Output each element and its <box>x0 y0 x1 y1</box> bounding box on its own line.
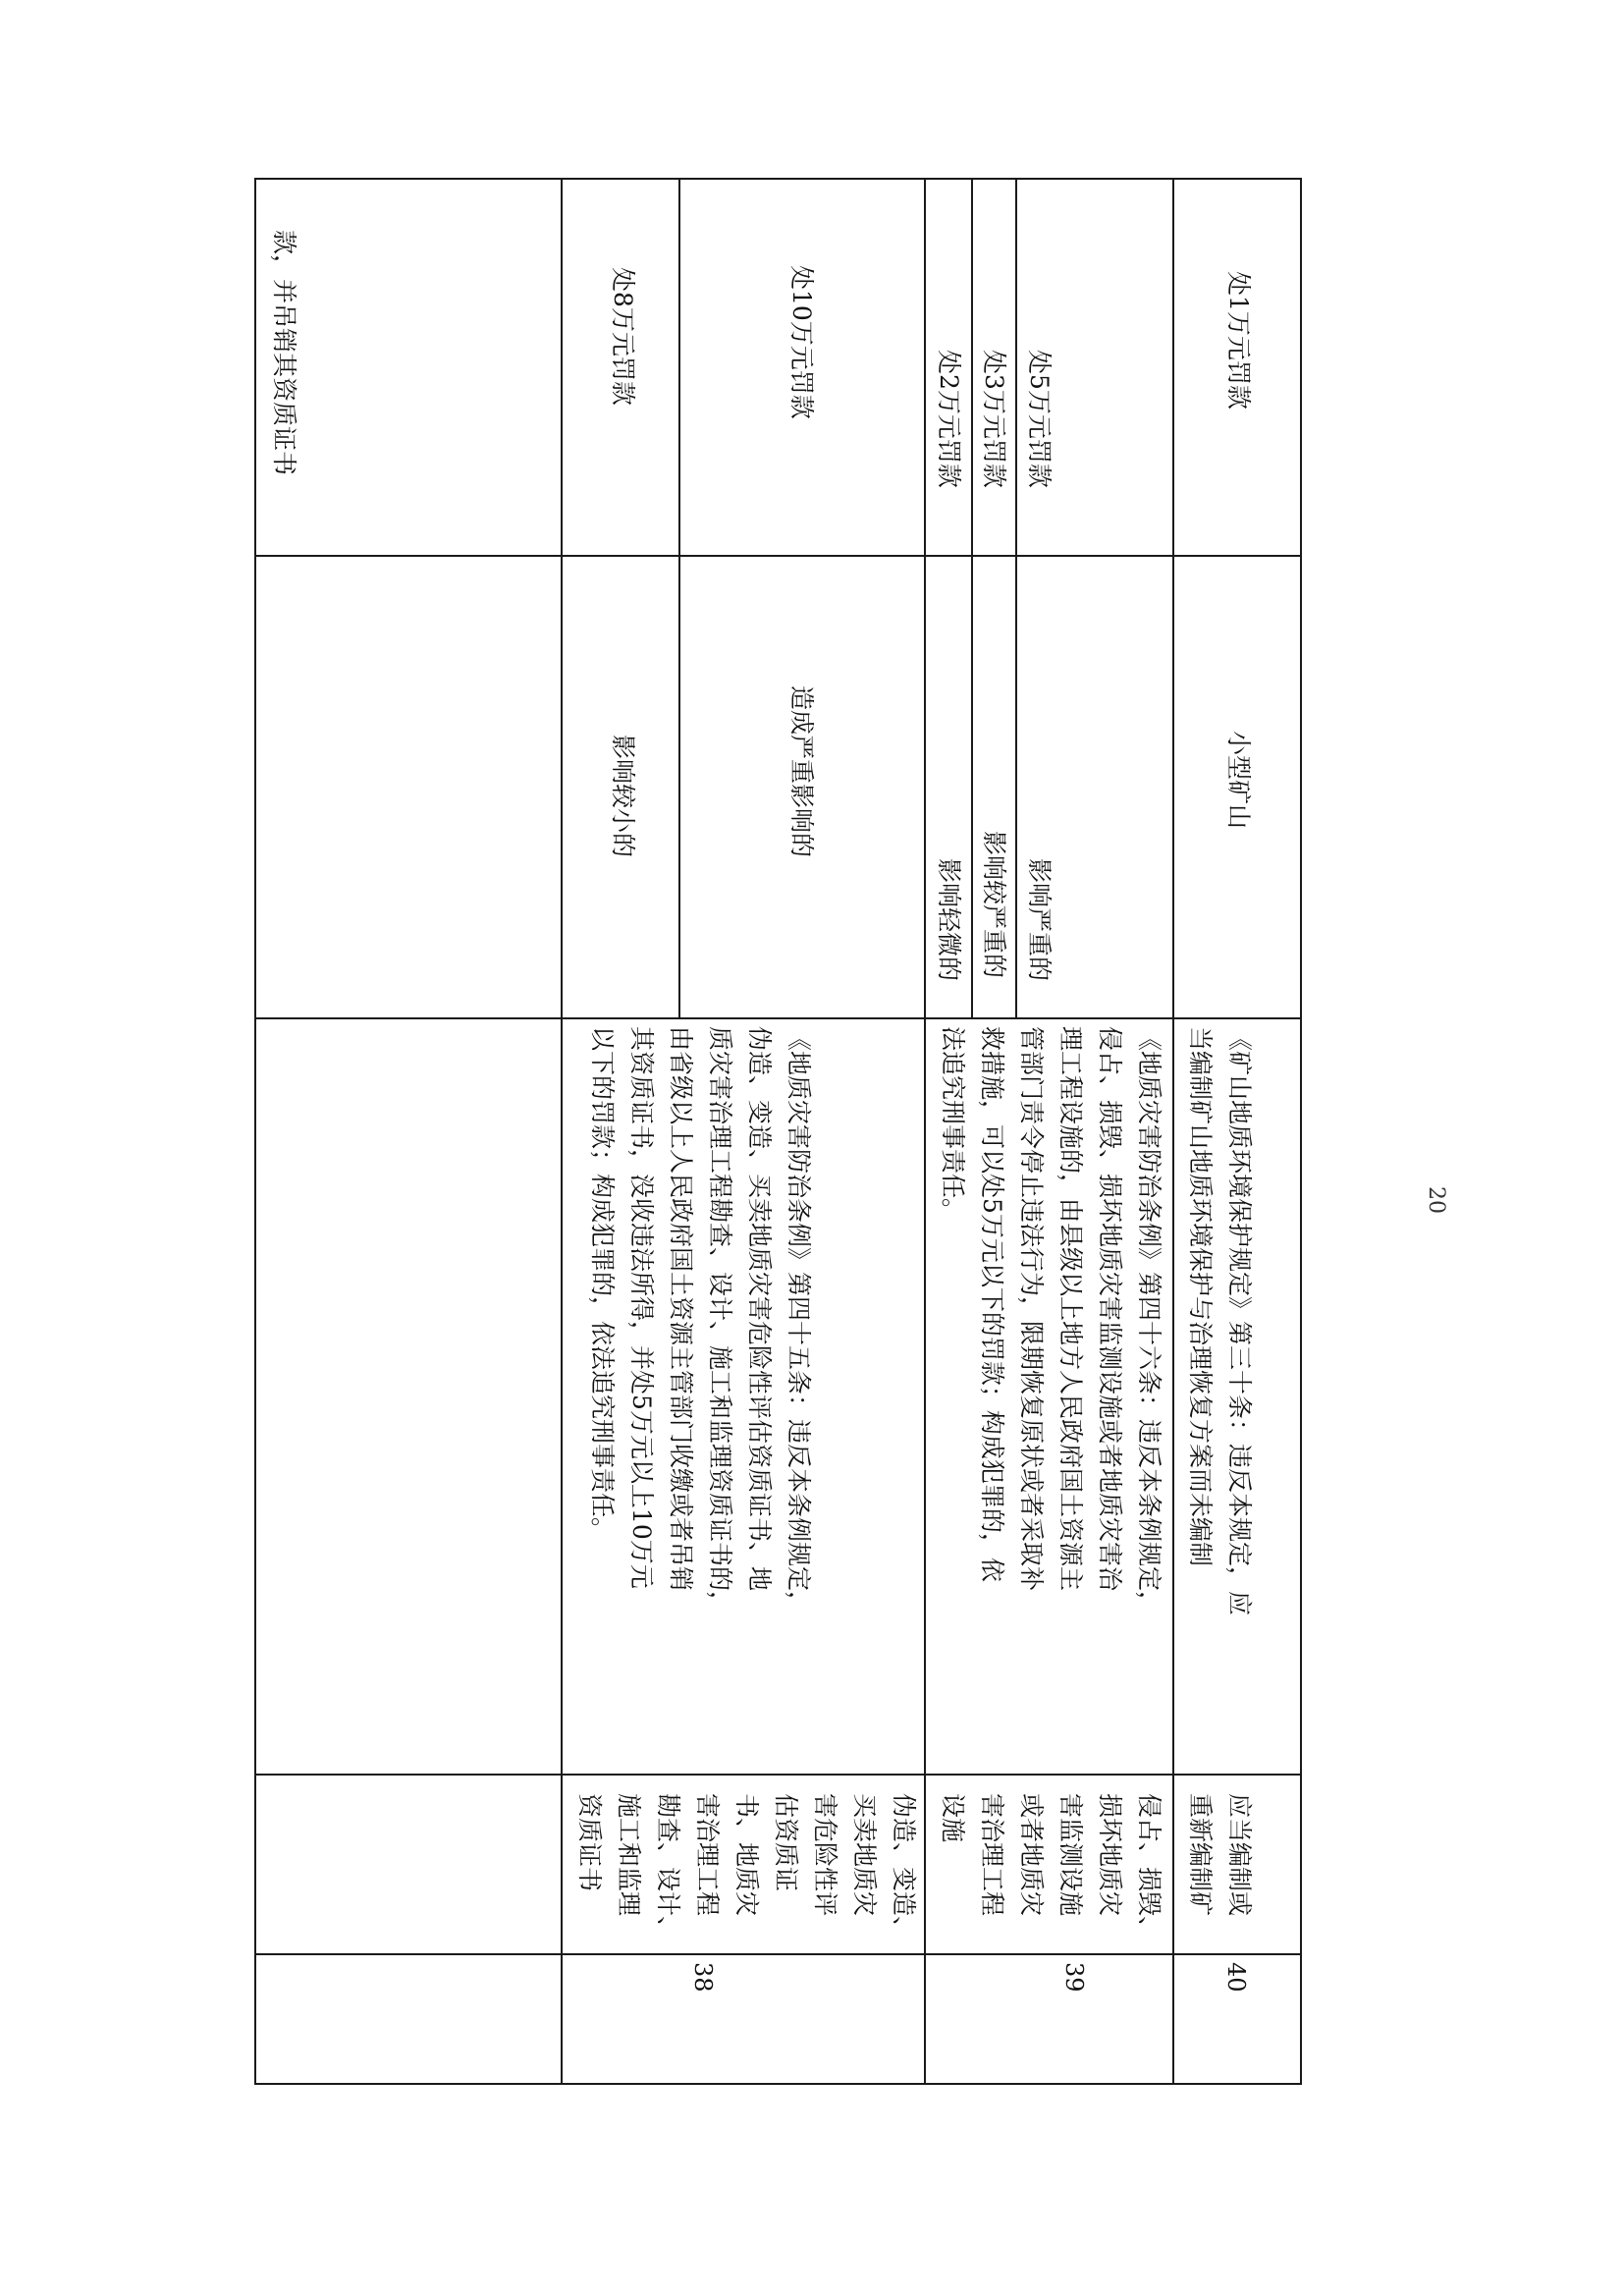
circumstance-cell-text: 影响较严重的 <box>980 831 1008 979</box>
text-line: 害治理工程 <box>978 1793 1006 1917</box>
text-line: 《地质灾害防治条例》第四十五条：违反本条例规定， <box>784 1026 813 1616</box>
text-line: 管部门责令停止违法行为，限期恢复原状或者采取补 <box>1017 1026 1046 1592</box>
row-number: 38 <box>689 1962 717 1993</box>
text-line: 书、地质灾 <box>732 1793 761 1917</box>
text-line: 侵占、损毁、 <box>1135 1793 1163 1941</box>
circumstance-cell-text: 造成严重影响的 <box>787 685 816 858</box>
penalty-cell-text: 处1万元罚款 <box>1224 271 1253 410</box>
text-line: 害危险性评 <box>811 1793 839 1917</box>
text-line: 设施 <box>939 1793 967 1843</box>
text-line: 估资质证 <box>772 1793 800 1892</box>
penalty-cell-text: 款，并吊销其资质证书 <box>270 230 298 476</box>
penalty-cell-text: 处3万元罚款 <box>980 350 1008 488</box>
circumstance-cell-text: 小型矿山 <box>1224 731 1253 830</box>
item-cell-text <box>933 1793 1168 1941</box>
text-line: 重新编制矿 <box>1186 1793 1215 1917</box>
text-line: 侵占、损毁、损坏地质灾害监测设施或者地质灾害治 <box>1096 1026 1124 1592</box>
circumstance-cell-text: 影响严重的 <box>1025 858 1054 982</box>
text-line: 《地质灾害防治条例》第四十六条：违反本条例规定， <box>1135 1026 1163 1616</box>
text-line: 应当编制或 <box>1225 1793 1254 1917</box>
basis-cell-text <box>1180 1026 1259 1615</box>
text-line: 其资质证书，没收违法所得，并处5万元以上10万元 <box>627 1026 656 1589</box>
text-line: 害监测设施 <box>1056 1793 1085 1917</box>
circumstance-cell-text: 影响较小的 <box>609 735 637 858</box>
penalty-cell-text: 处10万元罚款 <box>787 265 816 419</box>
text-line: 施工和监理 <box>615 1793 643 1917</box>
penalty-cell-text: 处8万元罚款 <box>609 267 637 406</box>
text-line: 质灾害治理工程勘查、设计、施工和监理资质证书的， <box>706 1026 734 1616</box>
penalty-cell-text: 处2万元罚款 <box>935 350 963 488</box>
penalty-cell-text: 处5万元罚款 <box>1025 350 1054 488</box>
text-line: 买卖地质灾 <box>850 1793 879 1917</box>
row-number: 39 <box>1060 1962 1088 1993</box>
text-line: 损坏地质灾 <box>1096 1793 1124 1917</box>
basis-cell-text <box>933 1026 1168 1615</box>
text-line: 《矿山地质环境保护规定》第三十条：违反本规定，应 <box>1225 1026 1254 1616</box>
text-line: 或者地质灾 <box>1017 1793 1046 1917</box>
text-line: 当编制矿山地质环境保护与治理恢复方案而未编制 <box>1186 1026 1215 1567</box>
page-number: 20 <box>1424 1186 1448 1214</box>
text-line: 伪造、变造、买卖地质灾害危险性评估资质证书、地 <box>745 1026 774 1592</box>
text-line: 伪造、变造、 <box>890 1793 918 1941</box>
row-number: 40 <box>1222 1962 1250 1993</box>
text-line: 勘查、设计、 <box>654 1793 682 1941</box>
circumstance-cell-text: 影响轻微的 <box>935 858 963 982</box>
item-cell-text <box>1180 1793 1259 1916</box>
text-line: 理工程设施的，由县级以上地方人民政府国土资源主 <box>1056 1026 1085 1592</box>
text-line: 由省级以上人民政府国土资源主管部门收缴或者吊销 <box>667 1026 695 1592</box>
text-line: 法追究刑事责任。 <box>939 1026 967 1224</box>
item-cell-text <box>569 1793 923 1941</box>
text-line: 害治理工程 <box>693 1793 722 1917</box>
text-line: 资质证书 <box>575 1793 604 1892</box>
basis-cell-text <box>582 1026 818 1615</box>
text-line: 以下的罚款；构成犯罪的，依法追究刑事责任。 <box>588 1026 617 1543</box>
text-line: 救措施，可以处5万元以下的罚款；构成犯罪的，依 <box>978 1026 1006 1582</box>
